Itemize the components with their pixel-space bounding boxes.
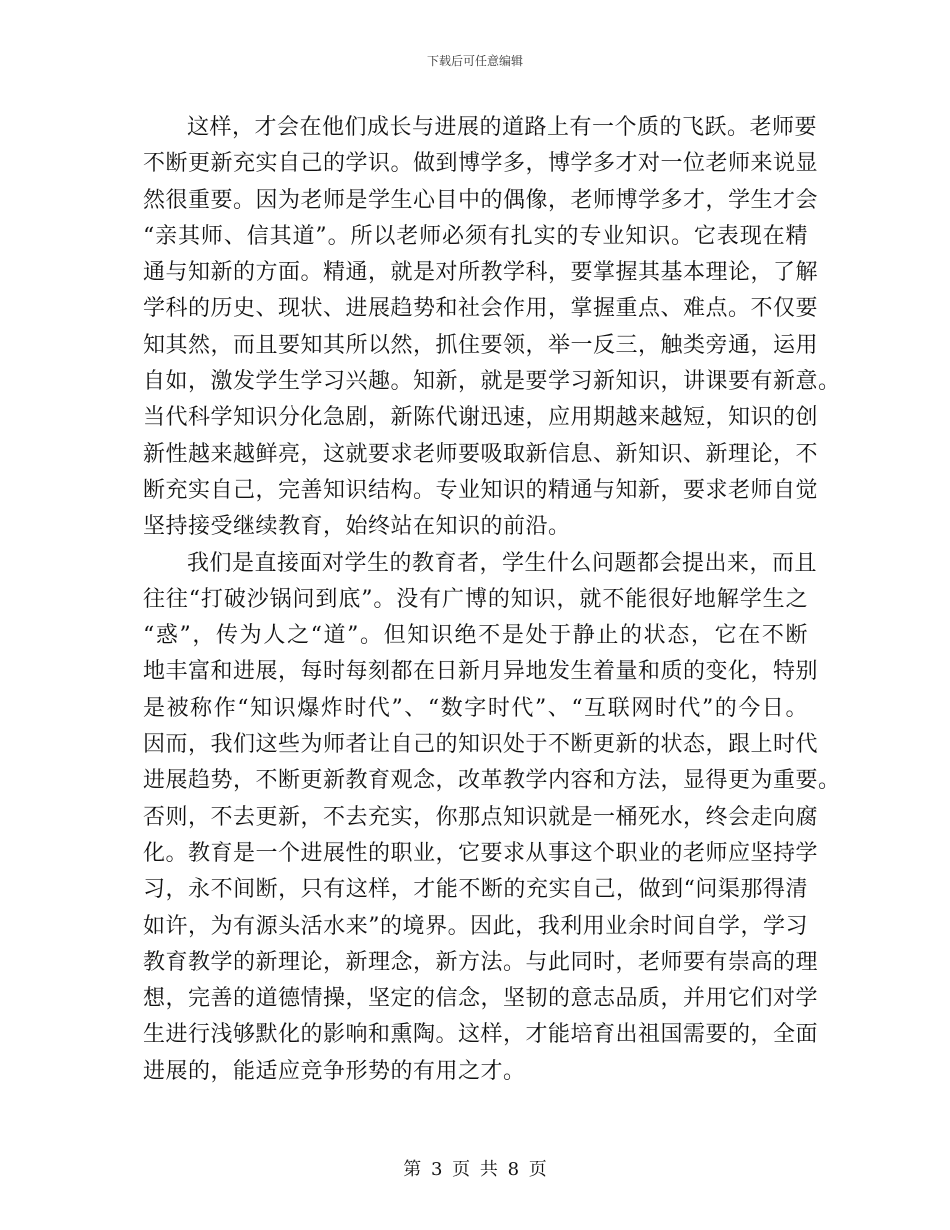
paragraph xyxy=(143,110,841,546)
text-line: 断充实自己，完善知识结构。专业知识的精通与知新，要求老师自觉 xyxy=(143,477,819,503)
text-line: 生进行浅够默化的影响和熏陶。这样，才能培育出祖国需要的，全面 xyxy=(143,1022,819,1048)
text-line: 我们是直接面对学生的教育者，学生什么问题都会提出来，而且 xyxy=(187,550,818,576)
text-line: 通与知新的方面。精通，就是对所教学科，要掌握其基本理论，了解 xyxy=(143,260,819,286)
text-line: “惑”，传为人之“道”。但知识绝不是处于静止的状态，它在不断 xyxy=(143,623,808,649)
page-header: 下载后可任意编辑 xyxy=(426,54,523,68)
text-line: 然很重要。因为老师是学生心目中的偶像，老师博学多才，学生才会 xyxy=(143,187,819,213)
text-line: 习，永不间断，只有这样，才能不断的充实自己，做到“问渠那得清 xyxy=(143,877,808,903)
text-line: 学科的历史、现状、进展趋势和社会作用，掌握重点、难点。不仅要 xyxy=(143,296,819,322)
text-line: 往往“打破沙锅问到底”。没有广博的知识，就不能很好地解学生之 xyxy=(143,586,808,612)
text-line: 进展的，能适应竞争形势的有用之才。 xyxy=(143,1058,526,1084)
text-line: 新性越来越鲜亮，这就要求老师要吸取新信息、新知识、新理论，不 xyxy=(143,441,819,467)
text-line: 坚持接受继续教育，始终站在知识的前沿。 xyxy=(143,514,571,540)
page-number: 第 3 页 共 8 页 xyxy=(403,1159,547,1180)
text-line: 化。教育是一个进展性的职业，它要求从事这个职业的老师应坚持学 xyxy=(143,840,819,866)
text-line: 教育教学的新理论，新理念，新方法。与此同时，老师要有崇高的理 xyxy=(143,949,819,975)
text-line: 这样，才会在他们成长与进展的道路上有一个质的飞跃。老师要 xyxy=(187,115,818,140)
text-line: 如许，为有源头活水来”的境界。因此，我利用业余时间自学，学习 xyxy=(143,913,808,939)
text-line: 进展趋势，不断更新教育观念，改革教学内容和方法，显得更为重要。 xyxy=(143,768,841,794)
text-line: 不断更新充实自己的学识。做到博学多，博学多才对一位老师来说显 xyxy=(143,151,819,177)
text-line: 自如，激发学生学习兴趣。知新，就是要学习新知识，讲课要有新意。 xyxy=(143,369,841,395)
document-body xyxy=(143,110,841,1090)
text-line: 知其然，而且要知其所以然，抓住要领，举一反三，触类旁通，运用 xyxy=(143,332,819,358)
text-line: “亲其师、信其道”。所以老师必须有扎实的专业知识。它表现在精 xyxy=(143,223,808,249)
text-line: 地丰富和进展，每时每刻都在日新月异地发生着量和质的变化，特别 xyxy=(143,659,819,685)
text-line: 因而，我们这些为师者让自己的知识处于不断更新的状态，跟上时代 xyxy=(143,732,819,758)
text-line: 是被称作“知识爆炸时代”、“数字时代”、“互联网时代”的今日。 xyxy=(143,695,808,721)
text-line: 想，完善的道德情操，坚定的信念，坚韧的意志品质，并用它们对学 xyxy=(143,986,819,1012)
text-line: 当代科学知识分化急剧，新陈代谢迅速，应用期越来越短，知识的创 xyxy=(143,405,819,431)
paragraph xyxy=(143,546,841,1090)
text-line: 否则，不去更新，不去充实，你那点知识就是一桶死水，终会走向腐 xyxy=(143,804,819,830)
